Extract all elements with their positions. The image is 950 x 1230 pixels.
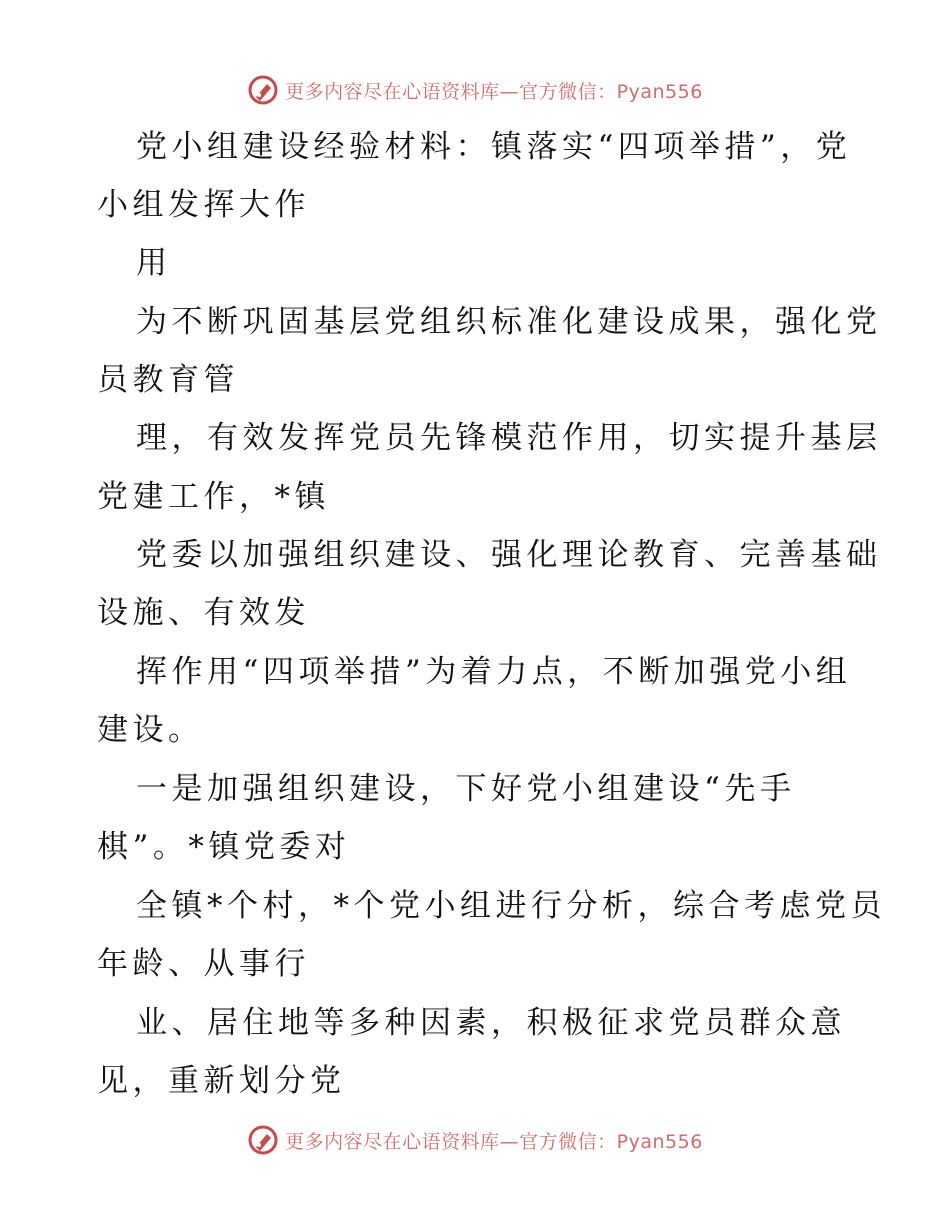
pen-logo-icon: [247, 1124, 279, 1156]
text-line: 用: [136, 245, 172, 281]
text-line: 理，有效发挥党员先锋模范作用，切实提升基层: [136, 420, 882, 456]
text-line: 员教育管: [97, 362, 239, 398]
text-line: 一是加强组织建设，下好党小组建设“先手: [136, 771, 796, 807]
header-banner: [0, 70, 950, 110]
banner-text: 更多内容尽在心语资料库—官方微信：Pyan556: [285, 80, 703, 103]
text-line: 党委以加强组织建设、强化理论教育、完善基础: [136, 537, 882, 573]
footer-banner: [0, 1120, 950, 1160]
text-line: 设施、有效发: [97, 595, 310, 631]
banner-text: 更多内容尽在心语资料库—官方微信：Pyan556: [285, 1130, 703, 1153]
pen-logo-icon: [247, 74, 279, 106]
text-line: 年龄、从事行: [97, 946, 310, 982]
text-line: 党建工作，*镇: [97, 479, 330, 515]
text-line: 见，重新划分党: [97, 1063, 346, 1099]
text-line: 挥作用“四项举措”为着力点，不断加强党小组: [136, 654, 852, 690]
text-line: 棋”。*镇党委对: [97, 829, 351, 865]
text-line: 为不断巩固基层党组织标准化建设成果，强化党: [136, 304, 882, 340]
text-line: 小组发挥大作: [97, 187, 310, 223]
text-line: 党小组建设经验材料：镇落实“四项举措”，党: [136, 129, 852, 165]
text-line: 业、居住地等多种因素，积极征求党员群众意: [136, 1005, 846, 1041]
text-line: 全镇*个村，*个党小组进行分析，综合考虑党员: [136, 888, 886, 924]
text-line: 建设。: [97, 712, 204, 748]
